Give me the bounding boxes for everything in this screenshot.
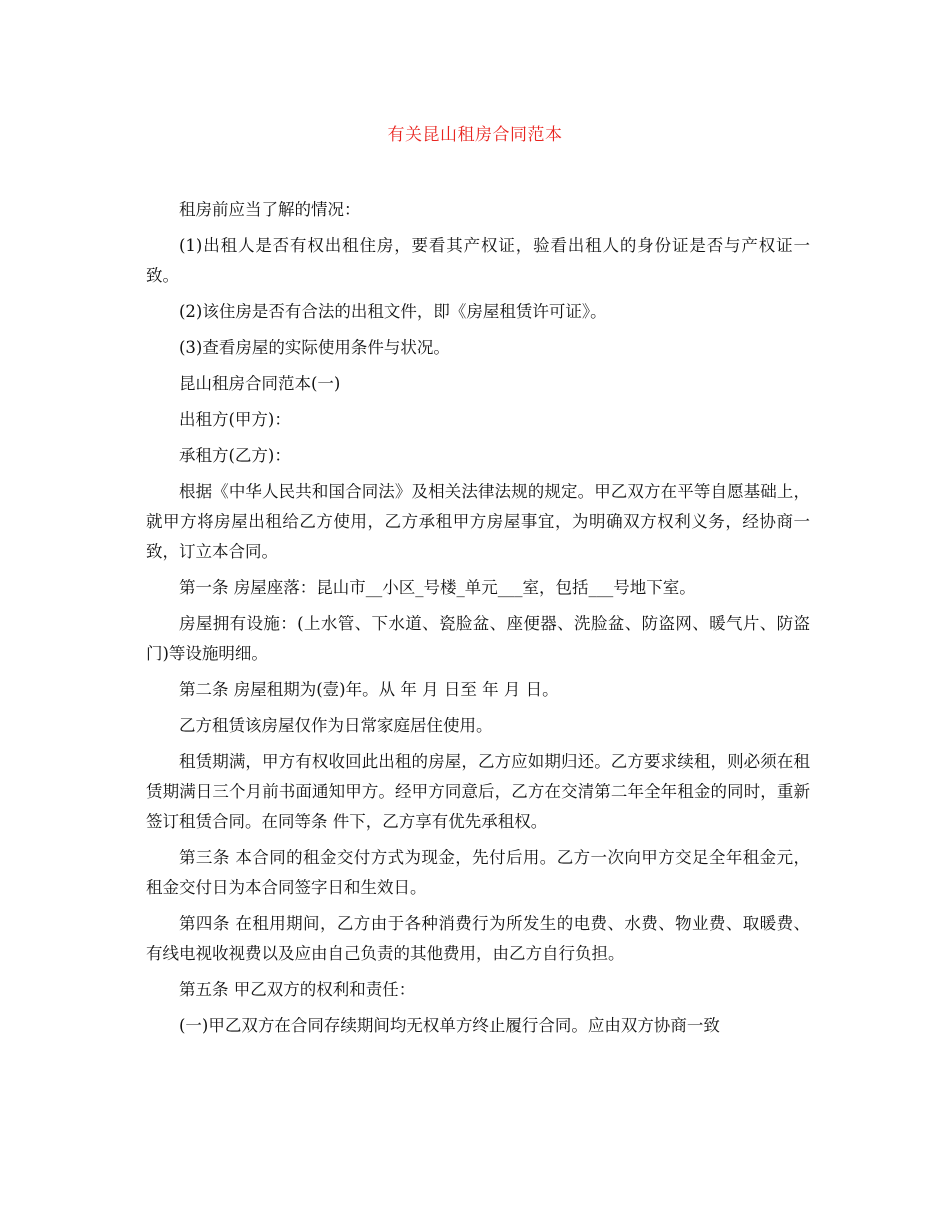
paragraph: 租房前应当了解的情况： (179, 200, 361, 219)
paragraph: (一)甲乙双方在合同存续期间均无权单方终止履行合同。应由双方协商一致 (179, 1016, 720, 1035)
paragraph: 第三条 本合同的租金交付方式为现金，先付后用。乙方一次向甲方交足全年租金元，租金交付日为本合同签字日和生效日。 (146, 848, 810, 897)
paragraph: 第五条 甲乙双方的权利和责任： (179, 980, 416, 999)
paragraph: 第二条 房屋租期为(壹)年。从 年 月 日至 年 月 日。 (179, 680, 559, 699)
paragraph: 第四条 在租用期间，乙方由于各种消费行为所发生的电费、水费、物业费、取暖费、有线电视收视费以及应由自己负责的其他费用，由乙方自行负担。 (146, 914, 810, 963)
paragraph: 出租方(甲方)： (179, 410, 291, 429)
paragraph: (1)出租人是否有权出租住房，要看其产权证，验看出租人的身份证是否与产权证一致。 (146, 236, 810, 285)
document-title: 有关昆山租房合同范本 (387, 125, 563, 145)
paragraph: 乙方租赁该房屋仅作为日常家庭居住使用。 (179, 716, 493, 735)
paragraph: (3)查看房屋的实际使用条件与状况。 (179, 338, 450, 357)
paragraph: 昆山租房合同范本(一) (179, 374, 341, 393)
paragraph: (2)该住房是否有合法的出租文件，即《房屋租赁许可证》。 (179, 302, 607, 321)
paragraph: 第一条 房屋座落：昆山市__小区_号楼_单元___室，包括___号地下室。 (179, 578, 696, 597)
paragraph: 根据《中华人民共和国合同法》及相关法律法规的规定。甲乙双方在平等自愿基础上，就甲方将房屋出租给乙方使用，乙方承租甲方房屋事宜，为明确双方权利义务，经协商一致，订立本合同。 (146, 482, 810, 561)
paragraph: 承租方(乙方)： (179, 446, 291, 465)
paragraph: 房屋拥有设施：(上水管、下水道、瓷脸盆、座便器、洗脸盆、防盗网、暖气片、防盗门)等设施明细。 (146, 614, 810, 663)
document-body (146, 195, 810, 1047)
paragraph: 租赁期满，甲方有权收回此出租的房屋，乙方应如期归还。乙方要求续租，则必须在租赁期满日三个月前书面通知甲方。经甲方同意后，乙方在交清第二年全年租金的同时，重新签订租赁合同。在同等条 件下，乙方享有优先承租权。 (146, 752, 810, 831)
